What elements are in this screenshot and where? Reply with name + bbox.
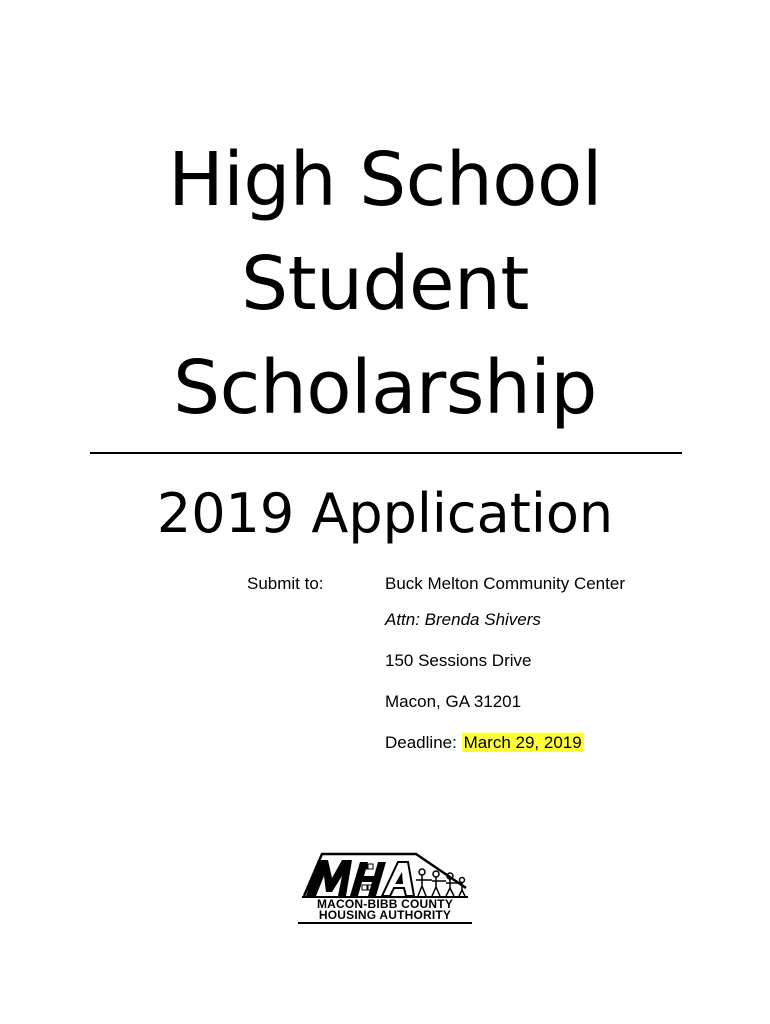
title-divider bbox=[90, 452, 682, 454]
logo-underline bbox=[298, 922, 472, 924]
document-title bbox=[0, 128, 770, 440]
deadline-label: Deadline: bbox=[385, 733, 462, 752]
title-line-3: Scholarship bbox=[173, 345, 597, 431]
title-line-1: High School bbox=[168, 137, 602, 223]
recipient-name: Buck Melton Community Center bbox=[385, 574, 625, 593]
org-name-line-1: MACON-BIBB COUNTY bbox=[316, 897, 454, 911]
deadline-line bbox=[385, 732, 584, 754]
deadline-date: March 29, 2019 bbox=[463, 733, 582, 752]
submit-to-label: Submit to: bbox=[247, 574, 324, 593]
attention-line: Attn: Brenda Shivers bbox=[385, 610, 541, 629]
city-state-zip: Macon, GA 31201 bbox=[385, 692, 522, 711]
org-name-line-2: HOUSING AUTHORITY bbox=[318, 908, 452, 922]
title-line-2: Student bbox=[241, 241, 529, 327]
document-subtitle: 2019 Application bbox=[156, 482, 614, 545]
street-address: 150 Sessions Drive bbox=[385, 651, 532, 670]
